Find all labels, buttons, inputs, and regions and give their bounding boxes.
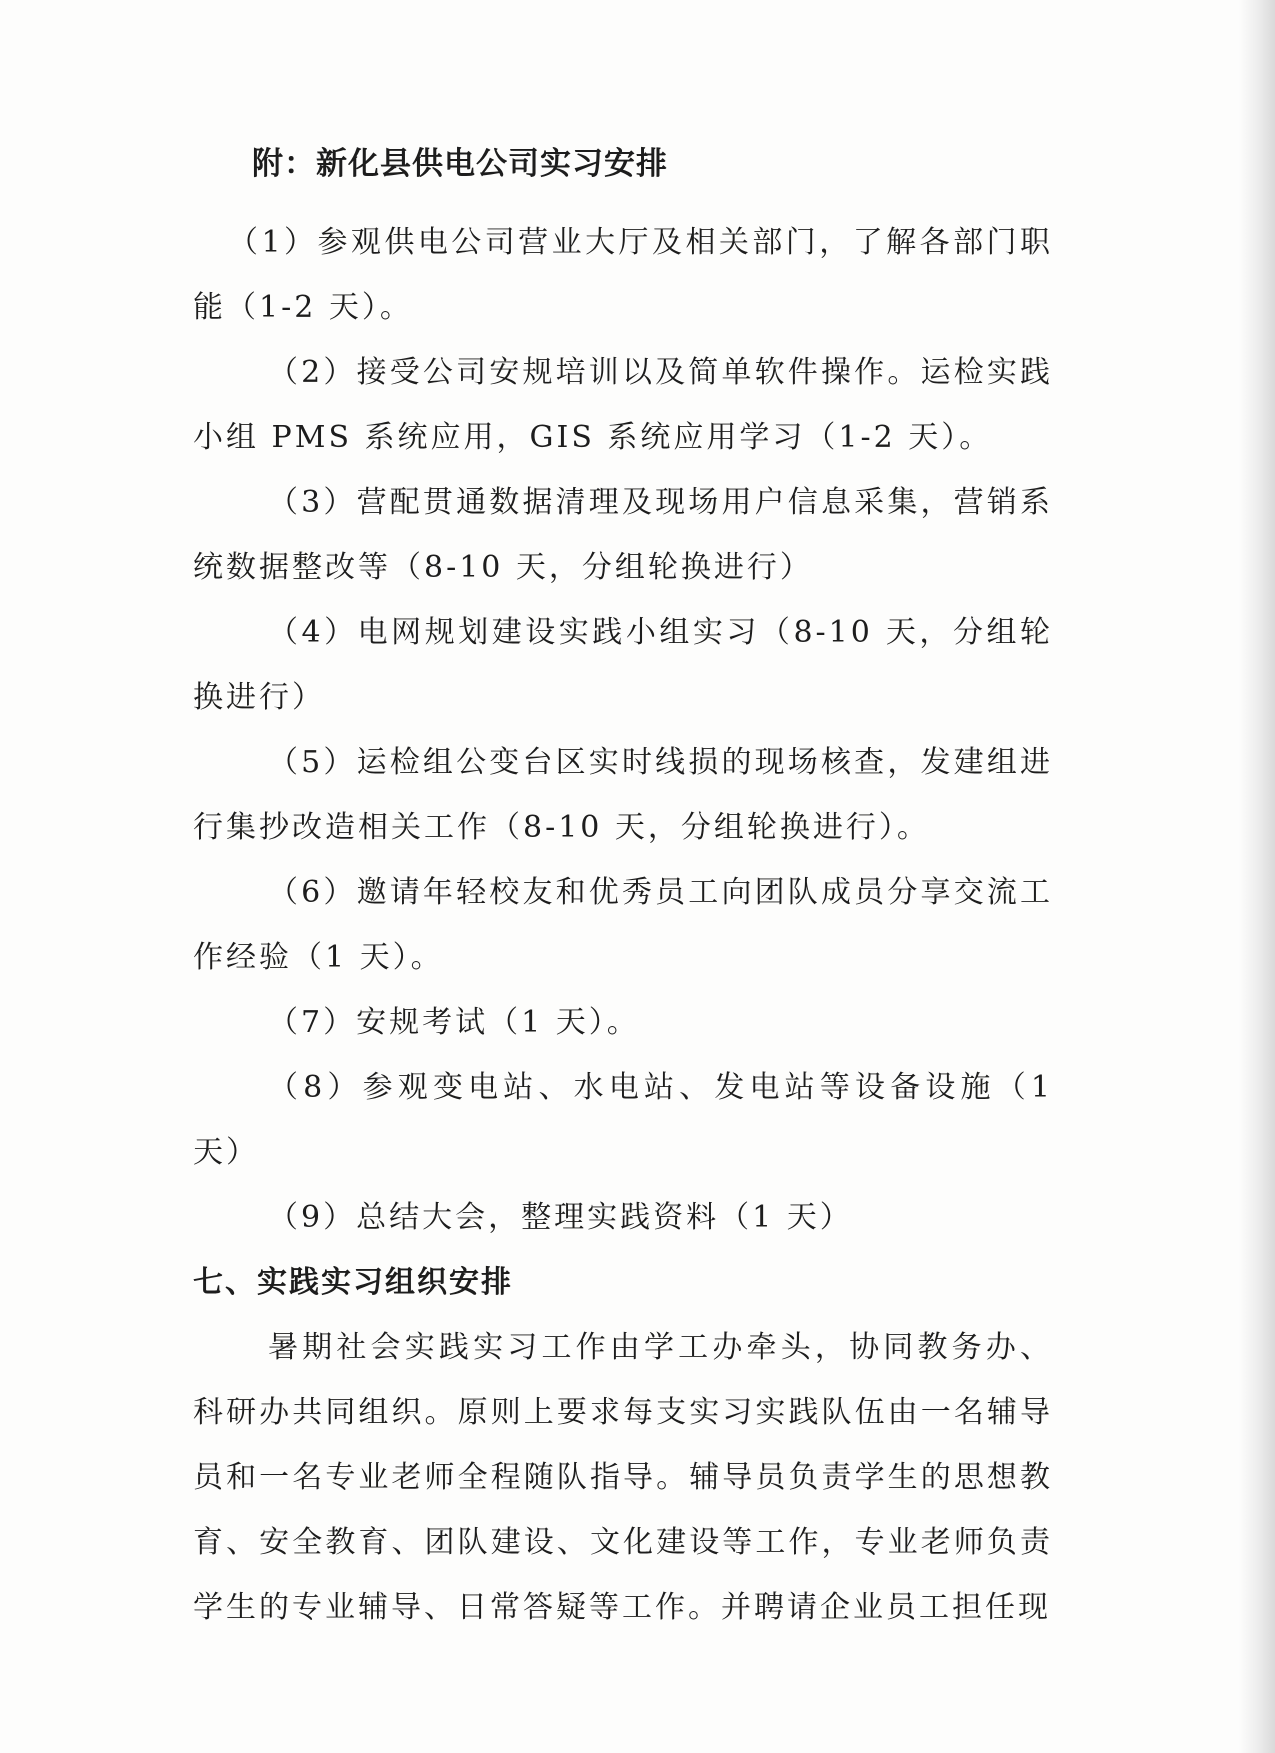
page-title: 附：新化县供电公司实习安排 [252,146,668,182]
list-item: （6）邀请年轻校友和优秀员工向团队成员分享交流工作经验（1 天）。 [193,875,1053,975]
list-item: （4）电网规划建设实践小组实习（8-10 天，分组轮换进行） [193,615,1053,715]
section-paragraph: 暑期社会实践实习工作由学工办牵头，协同教务办、科研办共同组织。原则上要求每支实习实践队伍由一名辅导员和一名专业老师全程随队指导。辅导员负责学生的思想教育、安全教育、团队建设、文化建设等工作，专业老师负责学生的专业辅导、日常答疑等工作。并聘请企业员工担任现 [193,1330,1053,1625]
list-item: （3）营配贯通数据清理及现场用户信息采集，营销系统数据整改等（8-10 天，分组轮换进行） [193,485,1053,585]
scan-edge-shadow [1239,0,1275,1753]
list-item: （8）参观变电站、水电站、发电站等设备设施（1 天） [193,1070,1053,1170]
document-body [193,210,1053,1640]
list-item: （5）运检组公变台区实时线损的现场核查，发建组进行集抄改造相关工作（8-10 天，分组轮换进行）。 [193,745,1053,845]
list-item: （2）接受公司安规培训以及简单软件操作。运检实践小组 PMS 系统应用，GIS 系统应用学习（1-2 天）。 [193,355,1053,455]
list-item: （1）参观供电公司营业大厅及相关部门，了解各部门职能（1-2 天）。 [193,225,1053,325]
list-item: （9）总结大会，整理实践资料（1 天） [268,1200,853,1235]
section-heading: 七、实践实习组织安排 [193,1265,513,1300]
list-item: （7）安规考试（1 天）。 [268,1005,640,1040]
